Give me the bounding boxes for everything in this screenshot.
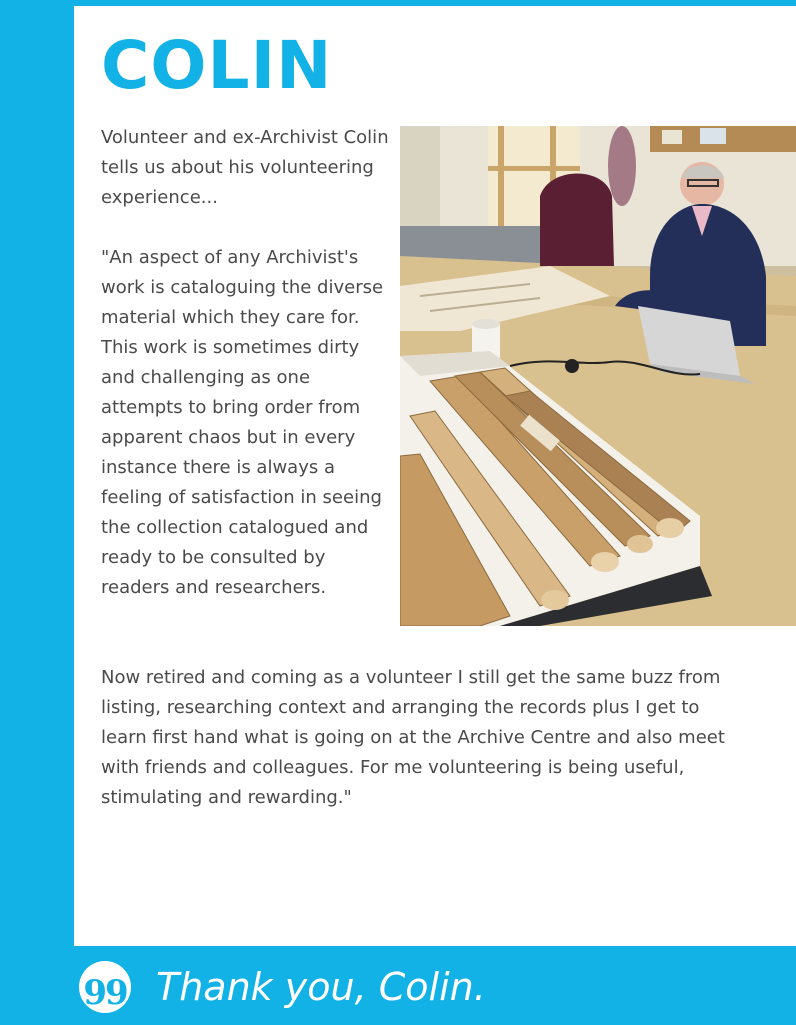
quote-paragraph-1: "An aspect of any Archivist's work is cataloguing the diverse material which they care for. This work is sometimes dirty and challenging as one attempts to bring order from apparent chaos but in every instance there is always a feeling of satisfaction in seeing the collection catalogued and ready to be consulted by readers and researchers. [101, 247, 384, 598]
quote-marks-icon: 99 [79, 961, 131, 1013]
page-title: COLIN [101, 27, 333, 104]
intro-text: Volunteer and ex-Archivist Colin tells us about his volunteering experience... [101, 127, 389, 208]
volunteer-photo [400, 126, 796, 626]
thank-you-text: Thank you, Colin. [156, 965, 486, 1009]
quote-paragraph-2: Now retired and coming as a volunteer I still get the same buzz from listing, researching context and arranging the records plus I get to learn first hand what is going on at the Archive Centre and also meet with friends and colleagues. For me volunteering is being useful, stimulating and rewarding." [101, 667, 725, 808]
